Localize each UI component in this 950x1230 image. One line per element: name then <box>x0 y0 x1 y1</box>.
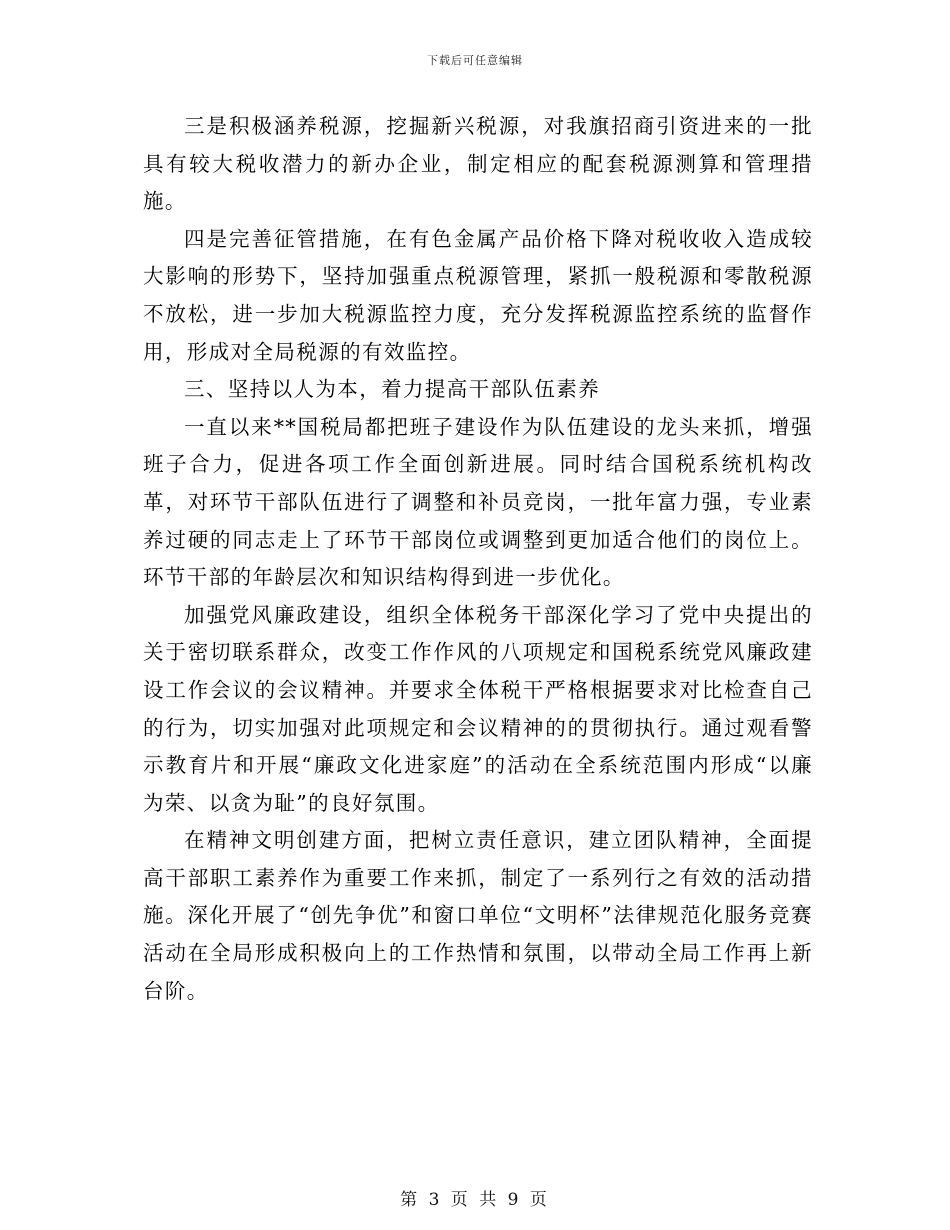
document-body <box>143 108 813 1010</box>
section-heading: 三、坚持以人为本，着力提高干部队伍素养 <box>184 377 601 402</box>
paragraph: 三是积极涵养税源，挖掘新兴税源，对我旗招商引资进来的一批具有较大税收潜力的新办企业，制定相应的配套税源测算和管理措施。 <box>143 114 813 214</box>
paragraph: 四是完善征管措施，在有色金属产品价格下降对税收收入造成较大影响的形势下，坚持加强重点税源管理，紧抓一般税源和零散税源不放松，进一步加大税源监控力度，充分发挥税源监控系统的监督作用，形成对全局税源的有效监控。 <box>143 226 813 364</box>
page-header: 下载后可任意编辑 <box>427 54 523 67</box>
page-number-footer: 第 3 页 共 9 页 <box>400 1190 550 1210</box>
paragraph: 在精神文明创建方面，把树立责任意识，建立团队精神，全面提高干部职工素养作为重要工作来抓，制定了一系列行之有效的活动措施。深化开展了“创先争优”和窗口单位“文明杯”法律规范化服务竞赛活动在全局形成积极向上的工作热情和氛围，以带动全局工作再上新台阶。 <box>143 828 813 1003</box>
paragraph: 一直以来**国税局都把班子建设作为队伍建设的龙头来抓，增强班子合力，促进各项工作全面创新进展。同时结合国税系统机构改革，对环节干部队伍进行了调整和补员竞岗，一批年富力强，专业素养过硬的同志走上了环节干部岗位或调整到更加适合他们的岗位上。环节干部的年龄层次和知识结构得到进一步优化。 <box>143 414 813 590</box>
paragraph: 加强党风廉政建设，组织全体税务干部深化学习了党中央提出的关于密切联系群众，改变工作作风的八项规定和国税系统党风廉政建设工作会议的会议精神。并要求全体税干严格根据要求对比检查自己的行为，切实加强对此项规定和会议精神的的贯彻执行。通过观看警示教育片和开展“廉政文化进家庭”的活动在全系统范围内形成“以廉为荣、以贪为耻”的良好氛围。 <box>143 602 813 815</box>
